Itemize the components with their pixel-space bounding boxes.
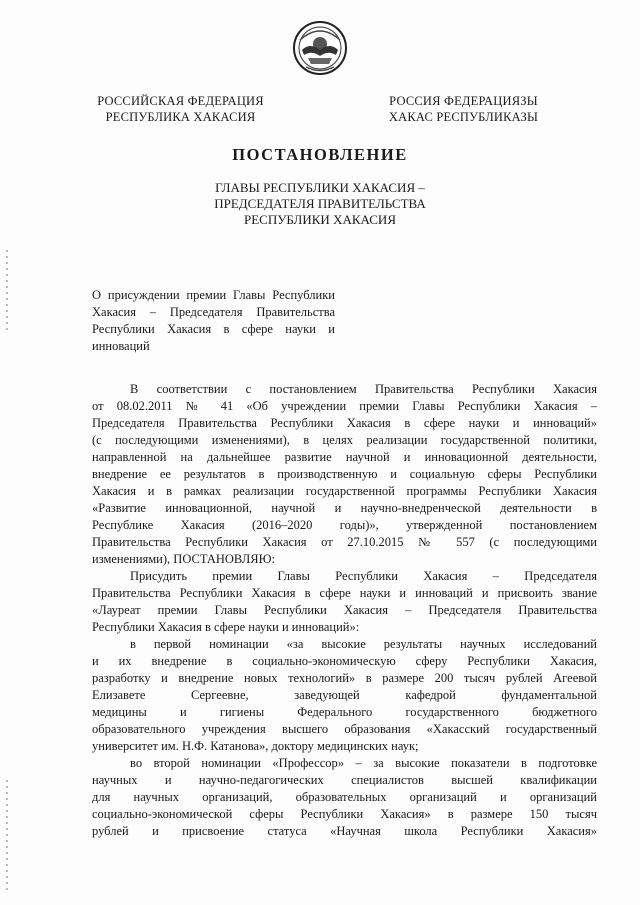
body-line: от 08.02.2011 № 41 «Об учреждении премии Главы Республики Хакасия – <box>92 399 597 413</box>
subtitle-line-2: ПРЕДСЕДАТЕЛЯ ПРАВИТЕЛЬСТВА <box>214 196 426 211</box>
body-line: (с последующими изменениями), в целях реализации государственной политики, <box>92 433 597 447</box>
body-line: рублей и присвоение статуса «Научная школа Республики Хакасия» <box>92 824 597 838</box>
header-right-line-1: РОССИЯ ФЕДЕРАЦИЯЗЫ <box>389 94 538 108</box>
body-line: «Развитие инновационной, научной и научно-внедренческой деятельности в <box>92 501 597 515</box>
document-subtitle <box>0 180 640 228</box>
body-line: изменениями), ПОСТАНОВЛЯЮ: <box>92 552 275 566</box>
body-line: и их внедрение в социально-экономическую сферу Республики Хакасия, <box>92 654 597 668</box>
header-left-line-2: РЕСПУБЛИКА ХАКАСИЯ <box>105 110 256 124</box>
body-line: Республике Хакасия (2016–2020 годы)», утвержденной постановлением <box>92 518 597 532</box>
body-line: «Лауреат премии Главы Республики Хакасия – Председателя Правительства <box>92 603 597 617</box>
body-line: Елизавете Сергеевне, заведующей кафедрой фундаментальной <box>92 688 597 702</box>
subtitle-line-1: ГЛАВЫ РЕСПУБЛИКИ ХАКАСИЯ – <box>215 180 425 195</box>
body-line: Правительства Республики Хакасия от 27.10.2015 № 557 (с последующими <box>92 535 597 549</box>
document-title: ПОСТАНОВЛЕНИЕ <box>232 145 408 164</box>
coat-of-arms-icon <box>292 20 348 76</box>
body-line: разработку и внедрение новых технологий» в размере 200 тысяч рублей Агеевой <box>92 671 597 685</box>
body-line: образовательного учреждения высшего образования «Хакасский государственный <box>92 722 597 736</box>
body-line: Председателя Правительства Республики Хакасия в сфере науки и инноваций» <box>92 416 597 430</box>
body-line: социально-экономической сферы Республики Хакасия» в размере 150 тысяч <box>92 807 597 821</box>
body-line: Республики Хакасия в сфере науки и инноваций»: <box>92 620 360 634</box>
header-left <box>88 93 273 125</box>
scan-margin-marks <box>6 250 8 330</box>
body-line: Присудить премии Главы Республики Хакасия – Председателя <box>130 569 597 583</box>
header-right <box>376 93 551 125</box>
body-line: в первой номинации «за высокие результаты научных исследований <box>130 637 597 651</box>
scan-margin-marks <box>6 780 8 890</box>
body-line: во второй номинации «Профессор» – за высокие показатели в подготовке <box>130 756 597 770</box>
header-left-line-1: РОССИЙСКАЯ ФЕДЕРАЦИЯ <box>97 94 264 108</box>
header-right-line-2: ХАКАС РЕСПУБЛИКАЗЫ <box>388 110 539 124</box>
body-line: Хакасия и в рамках реализации государственной программы Республики Хакасия <box>92 484 597 498</box>
body-line: университет им. Н.Ф. Катанова», доктору медицинских наук; <box>92 739 419 753</box>
subtitle-line-3: РЕСПУБЛИКИ ХАКАСИЯ <box>243 212 396 227</box>
body-line: внедрение ее результатов в производственную и социальную сферы Республики <box>92 467 597 481</box>
body-line: научных и научно-педагогических специалистов высшей квалификации <box>92 773 597 787</box>
body-line: медицины и гигиены Федерального государственного бюджетного <box>92 705 597 719</box>
body-line: направленной на дальнейшее развитие научной и инновационной деятельности, <box>92 450 597 464</box>
body-line: для научных организаций, образовательных организаций и организаций <box>92 790 597 804</box>
body-line: В соответствии с постановлением Правительства Республики Хакасия <box>130 382 597 396</box>
body-line: Правительства Республики Хакасия в сфере науки и инноваций и присвоить звание <box>92 586 597 600</box>
subject-line: О присуждении премии Главы Республики Хакасия – Председателя Правительства Республики Хакасия в сфере науки и инноваций <box>92 288 335 353</box>
